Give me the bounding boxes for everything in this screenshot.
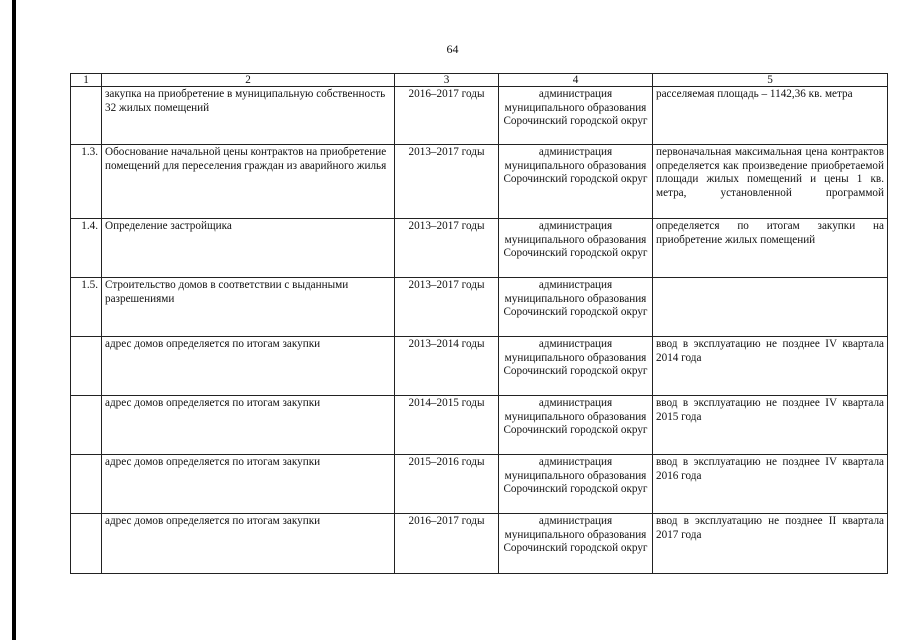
- column-number-4: 4: [499, 74, 653, 87]
- period-cell: 2013–2017 годы: [395, 219, 499, 278]
- period-cell: 2014–2015 годы: [395, 396, 499, 455]
- action-cell: адрес домов определяется по итогам закупки: [102, 337, 395, 396]
- period-cell: 2016–2017 годы: [395, 514, 499, 574]
- executor-cell: администрация муниципального образования Сорочинский городской округ: [499, 396, 653, 455]
- column-number-5: 5: [653, 74, 888, 87]
- result-cell: ввод в эксплуатацию не позднее IV квартала 2015 года: [653, 396, 888, 455]
- executor-cell: администрация муниципального образования Сорочинский городской округ: [499, 219, 653, 278]
- result-cell: [653, 278, 888, 337]
- action-cell: адрес домов определяется по итогам закупки: [102, 514, 395, 574]
- program-actions-table: [70, 73, 888, 574]
- result-cell: первоначальная максимальная цена контрактов определяется как произведение приобретаемой площади жилых помещений и цены 1 кв. метра, установленной программой: [653, 145, 888, 219]
- column-number-3: 3: [395, 74, 499, 87]
- scan-edge-bar: [12, 0, 16, 640]
- executor-cell: администрация муниципального образования Сорочинский городской округ: [499, 337, 653, 396]
- action-cell: адрес домов определяется по итогам закупки: [102, 455, 395, 514]
- item-number: 1.5.: [71, 278, 102, 337]
- table-row: [71, 278, 888, 337]
- item-number: [71, 337, 102, 396]
- action-cell: адрес домов определяется по итогам закупки: [102, 396, 395, 455]
- period-cell: 2013–2017 годы: [395, 278, 499, 337]
- result-cell: определяется по итогам закупки на приобретение жилых помещений: [653, 219, 888, 278]
- column-number-header-row: [71, 74, 888, 87]
- executor-cell: администрация муниципального образования Сорочинский городской округ: [499, 455, 653, 514]
- period-cell: 2016–2017 годы: [395, 87, 499, 145]
- executor-cell: администрация муниципального образования Сорочинский городской округ: [499, 145, 653, 219]
- result-cell: ввод в эксплуатацию не позднее IV квартала 2016 года: [653, 455, 888, 514]
- result-cell: ввод в эксплуатацию не позднее II квартала 2017 года: [653, 514, 888, 574]
- table-row: [71, 87, 888, 145]
- period-cell: 2015–2016 годы: [395, 455, 499, 514]
- table-row: [71, 514, 888, 574]
- column-number-2: 2: [102, 74, 395, 87]
- result-cell: расселяемая площадь – 1142,36 кв. метра: [653, 87, 888, 145]
- period-cell: 2013–2014 годы: [395, 337, 499, 396]
- table-row: [71, 396, 888, 455]
- item-number: 1.4.: [71, 219, 102, 278]
- table-row: [71, 145, 888, 219]
- item-number: [71, 514, 102, 574]
- column-number-1: 1: [71, 74, 102, 87]
- table-row: [71, 219, 888, 278]
- item-number: [71, 396, 102, 455]
- executor-cell: администрация муниципального образования Сорочинский городской округ: [499, 514, 653, 574]
- item-number: [71, 455, 102, 514]
- executor-cell: администрация муниципального образования Сорочинский городской округ: [499, 87, 653, 145]
- period-cell: 2013–2017 годы: [395, 145, 499, 219]
- executor-cell: администрация муниципального образования Сорочинский городской округ: [499, 278, 653, 337]
- action-cell: Определение застройщика: [102, 219, 395, 278]
- table-row: [71, 337, 888, 396]
- item-number: 1.3.: [71, 145, 102, 219]
- item-number: [71, 87, 102, 145]
- result-cell: ввод в эксплуатацию не позднее IV квартала 2014 года: [653, 337, 888, 396]
- action-cell: Строительство домов в соответствии с выданными разрешениями: [102, 278, 395, 337]
- page-number: 64: [446, 42, 459, 56]
- table-row: [71, 455, 888, 514]
- action-cell: закупка на приобретение в муниципальную собственность 32 жилых помещений: [102, 87, 395, 145]
- action-cell: Обоснование начальной цены контрактов на приобретение помещений для переселения граждан из аварийного жилья: [102, 145, 395, 219]
